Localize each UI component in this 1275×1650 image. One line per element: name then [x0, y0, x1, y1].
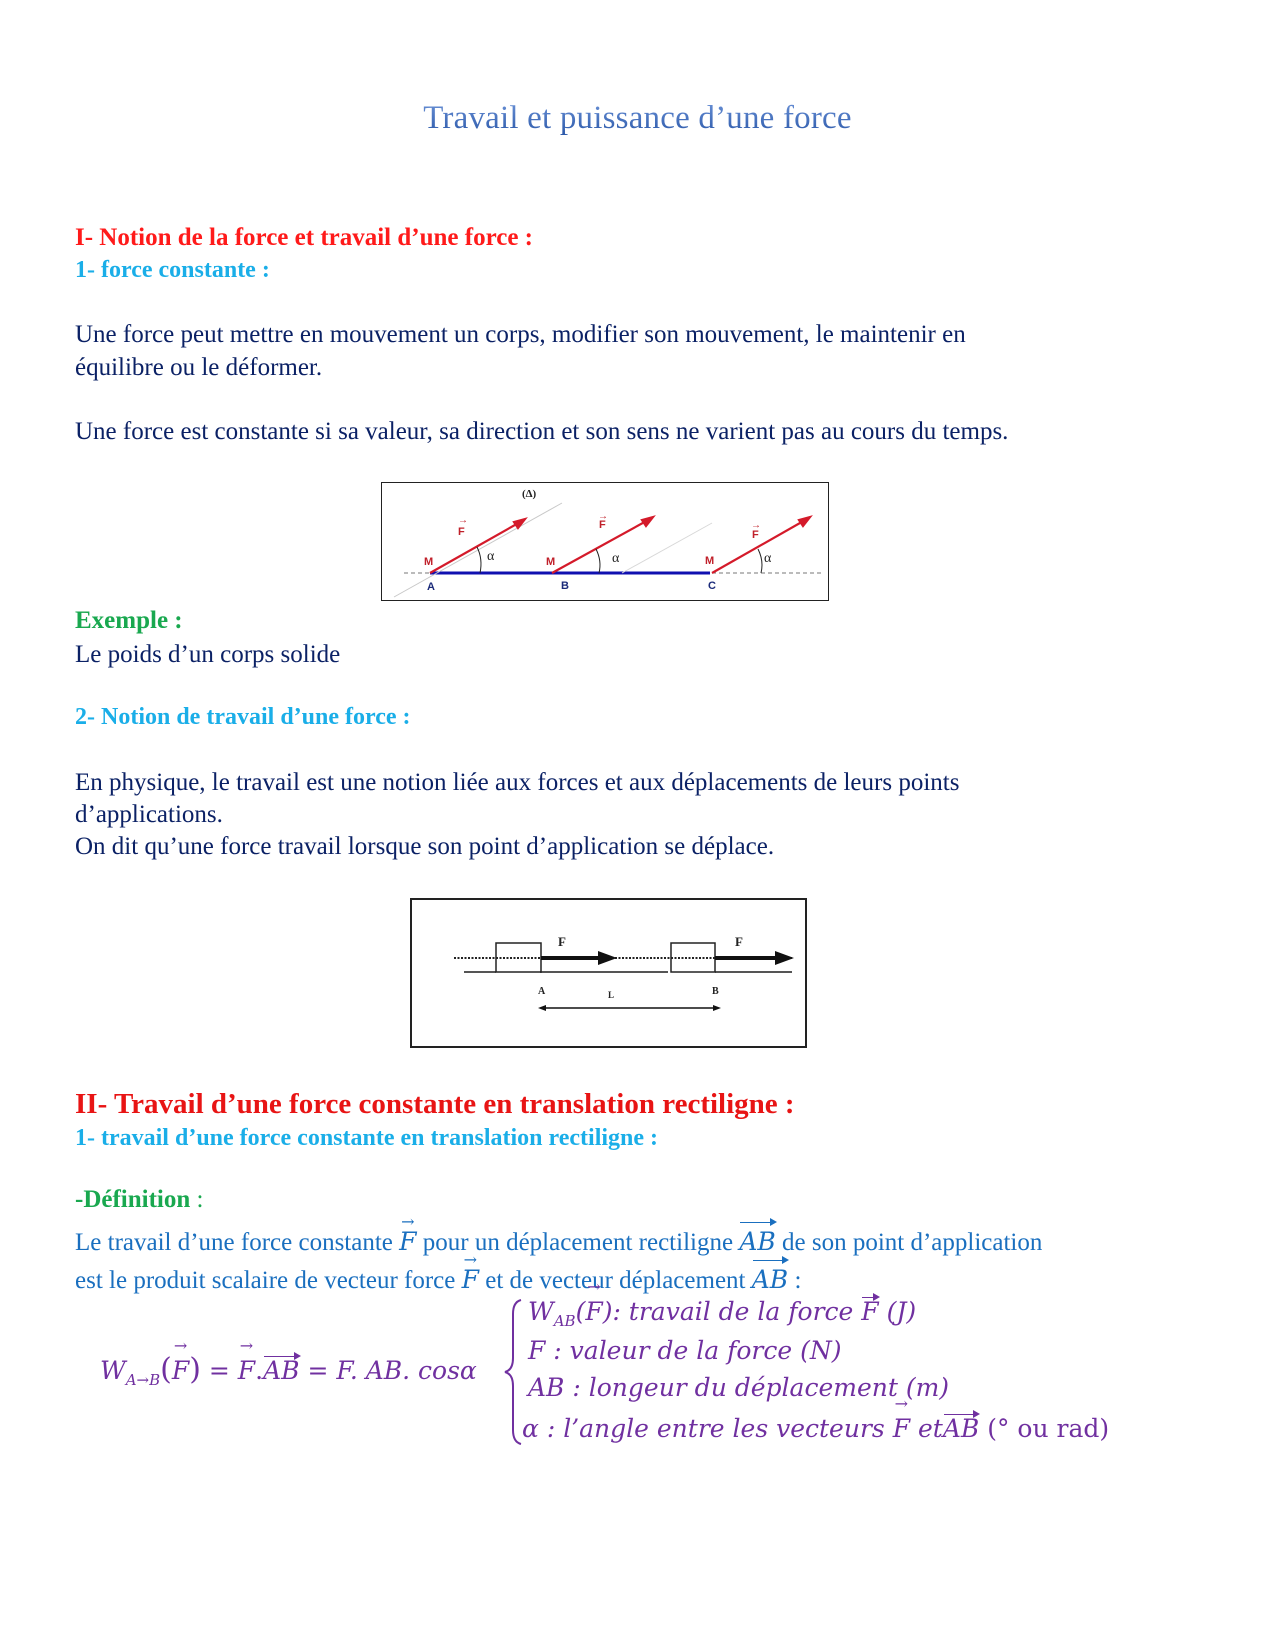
- svg-text:F: F: [558, 934, 566, 949]
- vector-AB: AB: [739, 1222, 775, 1262]
- svg-text:α: α: [612, 551, 620, 566]
- svg-text:F: F: [599, 519, 606, 531]
- paragraph-line: En physique, le travail est une notion liée aux forces et aux déplacements de leurs points: [75, 769, 960, 796]
- svg-text:F: F: [458, 526, 465, 538]
- delta-label: (Δ): [522, 488, 537, 500]
- displacement-diagram: [412, 900, 805, 1046]
- vector-AB: AB: [752, 1260, 788, 1300]
- paragraph-line: équilibre ou le déformer.: [75, 354, 323, 381]
- definition-line-2: est le produit scalaire de vecteur force → F et de vecteur déplacement AB :: [75, 1260, 801, 1301]
- figure-constant-force: [381, 482, 829, 601]
- definition-line-1: Le travail d’une force constante → F pour un déplacement rectiligne AB de son point d’application: [75, 1222, 1042, 1263]
- section-1-heading: I- Notion de la force et travail d’une force :: [75, 224, 533, 251]
- legend-line-work: $W_{AB}(\to F)$: travail de la force F (J): [528, 1297, 916, 1330]
- paragraph-line: Une force peut mettre en mouvement un corps, modifier son mouvement, le maintenir en: [75, 321, 966, 348]
- example-label: Exemple :: [75, 607, 183, 634]
- svg-text:M: M: [705, 555, 715, 567]
- legend-line-force: F : valeur de la force (N): [528, 1336, 842, 1365]
- svg-text:L: L: [608, 990, 615, 1000]
- svg-text:B: B: [561, 580, 569, 592]
- constant-force-diagram: [382, 483, 828, 600]
- svg-text:A: A: [427, 581, 435, 593]
- paragraph: Une force est constante si sa valeur, sa direction et son sens ne varient pas au cours du temps.: [75, 418, 1009, 445]
- legend-line-angle: α : l’angle entre les vecteurs → F etAB (° ou rad): [522, 1414, 1109, 1443]
- svg-text:→: →: [751, 520, 761, 531]
- svg-text:M: M: [546, 556, 556, 568]
- svg-text:C: C: [708, 580, 716, 592]
- example-text: Le poids d’un corps solide: [75, 641, 341, 668]
- figure-displacement: [410, 898, 807, 1048]
- vector-F: → F: [462, 1260, 479, 1300]
- legend-line-length: AB : longeur du déplacement (m): [528, 1373, 950, 1402]
- page-title: Travail et puissance d’une force: [423, 100, 852, 136]
- svg-text:α: α: [764, 551, 772, 566]
- definition-label: -Définition :: [75, 1186, 204, 1213]
- subsection-2-1-heading: 1- travail d’une force constante en translation rectiligne :: [75, 1125, 659, 1151]
- svg-text:A: A: [538, 986, 546, 997]
- svg-text:→: →: [458, 515, 468, 526]
- svg-text:B: B: [712, 986, 719, 997]
- svg-text:α: α: [487, 549, 495, 564]
- paragraph: On dit qu’une force travail lorsque son point d’application se déplace.: [75, 833, 775, 860]
- paragraph-line: d’applications.: [75, 801, 223, 828]
- work-formula: $W_{A\to B}(\to F)$ = → F.AB = F. AB. cosα: [100, 1352, 477, 1389]
- svg-text:→: →: [598, 511, 608, 522]
- subsection-1-1-heading: 1- force constante :: [75, 257, 270, 283]
- svg-text:F: F: [735, 934, 743, 949]
- svg-text:M: M: [424, 556, 434, 568]
- svg-text:F: F: [752, 529, 759, 541]
- vector-F: → F: [399, 1222, 416, 1262]
- subsection-1-2-heading: 2- Notion de travail d’une force :: [75, 704, 411, 730]
- section-2-heading: II- Travail d’une force constante en translation rectiligne :: [75, 1088, 795, 1120]
